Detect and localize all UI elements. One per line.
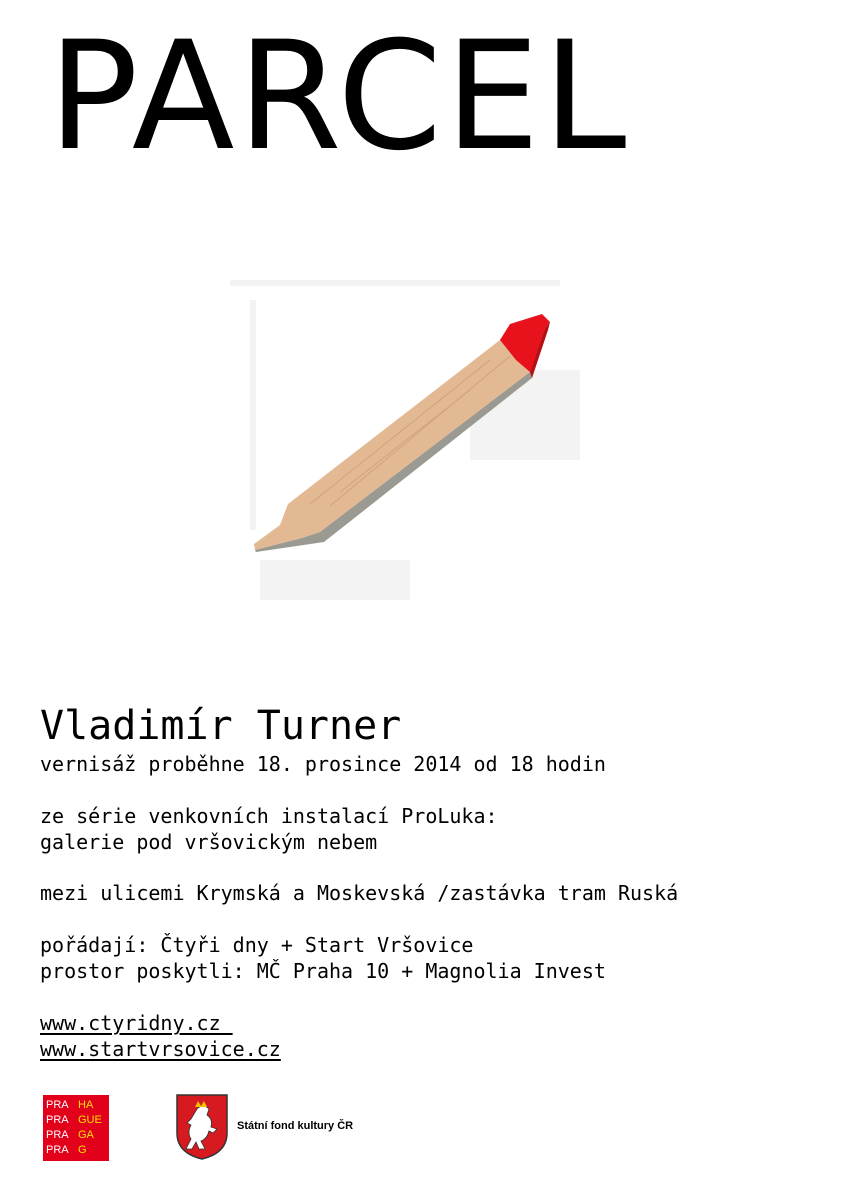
space-providers: prostor poskytli: MČ Praha 10 + Magnolia Invest	[40, 959, 606, 983]
location: mezi ulicemi Krymská a Moskevská /zastávka tram Ruská	[40, 881, 679, 905]
series-line-2: galerie pod vršovickým nebem	[40, 830, 378, 854]
link-startvrsovice[interactable]: www.startvrsovice.cz	[40, 1037, 281, 1061]
series-line-1: ze série venkovních instalací ProLuka:	[40, 804, 498, 828]
czech-lion-shield-icon	[175, 1093, 229, 1161]
series-info	[40, 803, 498, 855]
sfk-name: Státní fond kultury ČR	[237, 1120, 354, 1132]
prague-logo: PRA HA PRA GUE PRA GA PRA G	[43, 1095, 109, 1161]
credits-info	[40, 932, 606, 984]
opening-info	[40, 751, 606, 777]
link-ctyridny[interactable]: www.ctyridny.cz	[40, 1011, 233, 1035]
links	[40, 1010, 281, 1062]
opening-date: vernisáž proběhne 18. prosince 2014 od 18 hodin	[40, 752, 606, 776]
wooden-survey-stake-icon	[220, 260, 600, 620]
artist-name: Vladimír Turner	[40, 703, 402, 749]
poster-title: PARCEL	[48, 10, 630, 184]
organizers: pořádají: Čtyři dny + Start Vršovice	[40, 933, 474, 957]
location-info	[40, 880, 678, 906]
